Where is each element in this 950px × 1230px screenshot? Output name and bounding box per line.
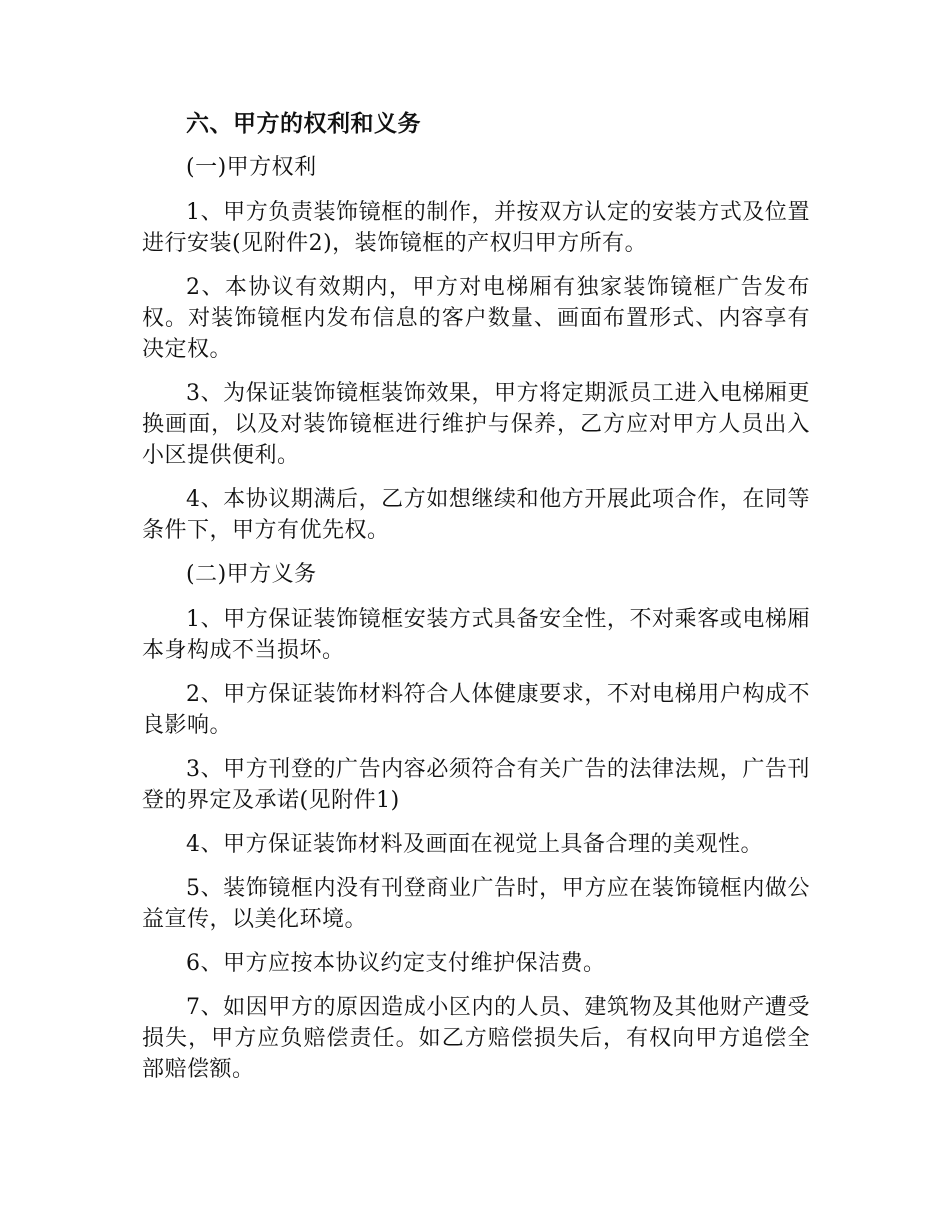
duties-item-1: 1、甲方保证装饰镜框安装方式具备安全性，不对乘客或电梯厢本身构成不当损坏。 [142, 607, 810, 663]
duties-item-4: 4、甲方保证装饰材料及画面在视觉上具备合理的美观性。 [186, 832, 763, 857]
duties-item-7: 7、如因甲方的原因造成小区内的人员、建筑物及其他财产遭受损失，甲方应负赔偿责任。如乙方赔偿损失后，有权向甲方追偿全部赔偿额。 [142, 995, 810, 1082]
duties-item-5: 5、装饰镜框内没有刊登商业广告时，甲方应在装饰镜框内做公益宣传，以美化环境。 [142, 876, 810, 932]
rights-item-3: 3、为保证装饰镜框装饰效果，甲方将定期派员工进入电梯厢更换画面，以及对装饰镜框进行维护与保养，乙方应对甲方人员出入小区提供便利。 [142, 381, 810, 468]
duties-item-3: 3、甲方刊登的广告内容必须符合有关广告的法律法规，广告刊登的界定及承诺(见附件1) [142, 757, 810, 813]
duties-item-6: 6、甲方应按本协议约定支付维护保洁费。 [186, 951, 606, 976]
duties-heading: (二)甲方义务 [186, 562, 317, 587]
rights-heading: (一)甲方权利 [186, 155, 317, 180]
document-body [142, 108, 810, 1098]
rights-item-2: 2、本协议有效期内，甲方对电梯厢有独家装饰镜框广告发布权。对装饰镜框内发布信息的客户数量、画面布置形式、内容享有决定权。 [142, 275, 810, 362]
duties-item-2: 2、甲方保证装饰材料符合人体健康要求，不对电梯用户构成不良影响。 [142, 682, 810, 738]
rights-item-1: 1、甲方负责装饰镜框的制作，并按双方认定的安装方式及位置进行安装(见附件2)，装饰镜框的产权归甲方所有。 [142, 200, 810, 256]
section-title: 六、甲方的权利和义务 [186, 111, 421, 137]
rights-item-4: 4、本协议期满后，乙方如想继续和他方开展此项合作，在同等条件下，甲方有优先权。 [142, 487, 810, 543]
